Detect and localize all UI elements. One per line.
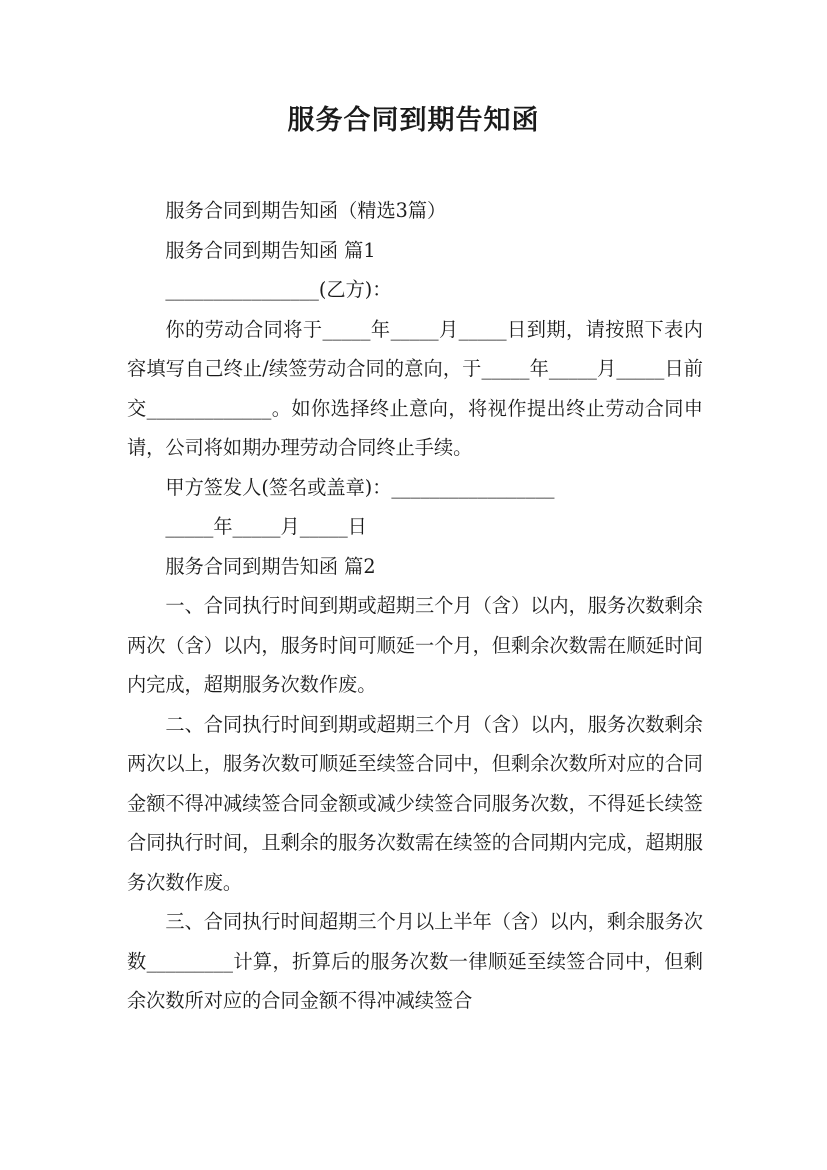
subtitle-paragraph: 服务合同到期告知函（精选3篇） bbox=[165, 199, 447, 222]
document-title: 服务合同到期告知函 bbox=[287, 105, 540, 136]
notice-paragraph: 你的劳动合同将于_____年_____月_____日到期，请按照下表内容填写自己终止/续签劳动合同的意向，于_____年_____月_____日前交_____________。如你选择终止意向，将视作提出终止劳动合同申请，公司将如期办理劳动合同终止手续。 bbox=[127, 317, 703, 459]
signature-line: 甲方签发人(签名或盖章)：_________________ bbox=[165, 475, 555, 499]
clause-paragraph-2: 二、合同执行时间到期或超期三个月（含）以内，服务次数剩余两次以上，服务次数可顺延至续签合同中，但剩余次数所对应的合同金额不得冲减续签合同金额或减少续签合同服务次数，不得延长续签合同执行时间，且剩余的服务次数需在续签的合同期内完成，超期服务次数作废。 bbox=[127, 712, 703, 894]
section-heading-1: 服务合同到期告知函 篇1 bbox=[165, 238, 376, 262]
addressee-line: ________________(乙方)： bbox=[165, 278, 392, 301]
clause-paragraph-1: 一、合同执行时间到期或超期三个月（含）以内，服务次数剩余两次（含）以内，服务时间可顺延一个月，但剩余次数需在顺延时间内完成，超期服务次数作废。 bbox=[127, 594, 703, 696]
document-body bbox=[127, 191, 703, 1021]
clause-paragraph-3: 三、合同执行时间超期三个月以上半年（含）以内，剩余服务次数_________计算，折算后的服务次数一律顺延至续签合同中，但剩余次数所对应的合同金额不得冲减续签合 bbox=[127, 910, 703, 1012]
section-heading-2: 服务合同到期告知函 篇2 bbox=[165, 554, 376, 578]
date-line: _____年_____月_____日 bbox=[165, 515, 367, 538]
